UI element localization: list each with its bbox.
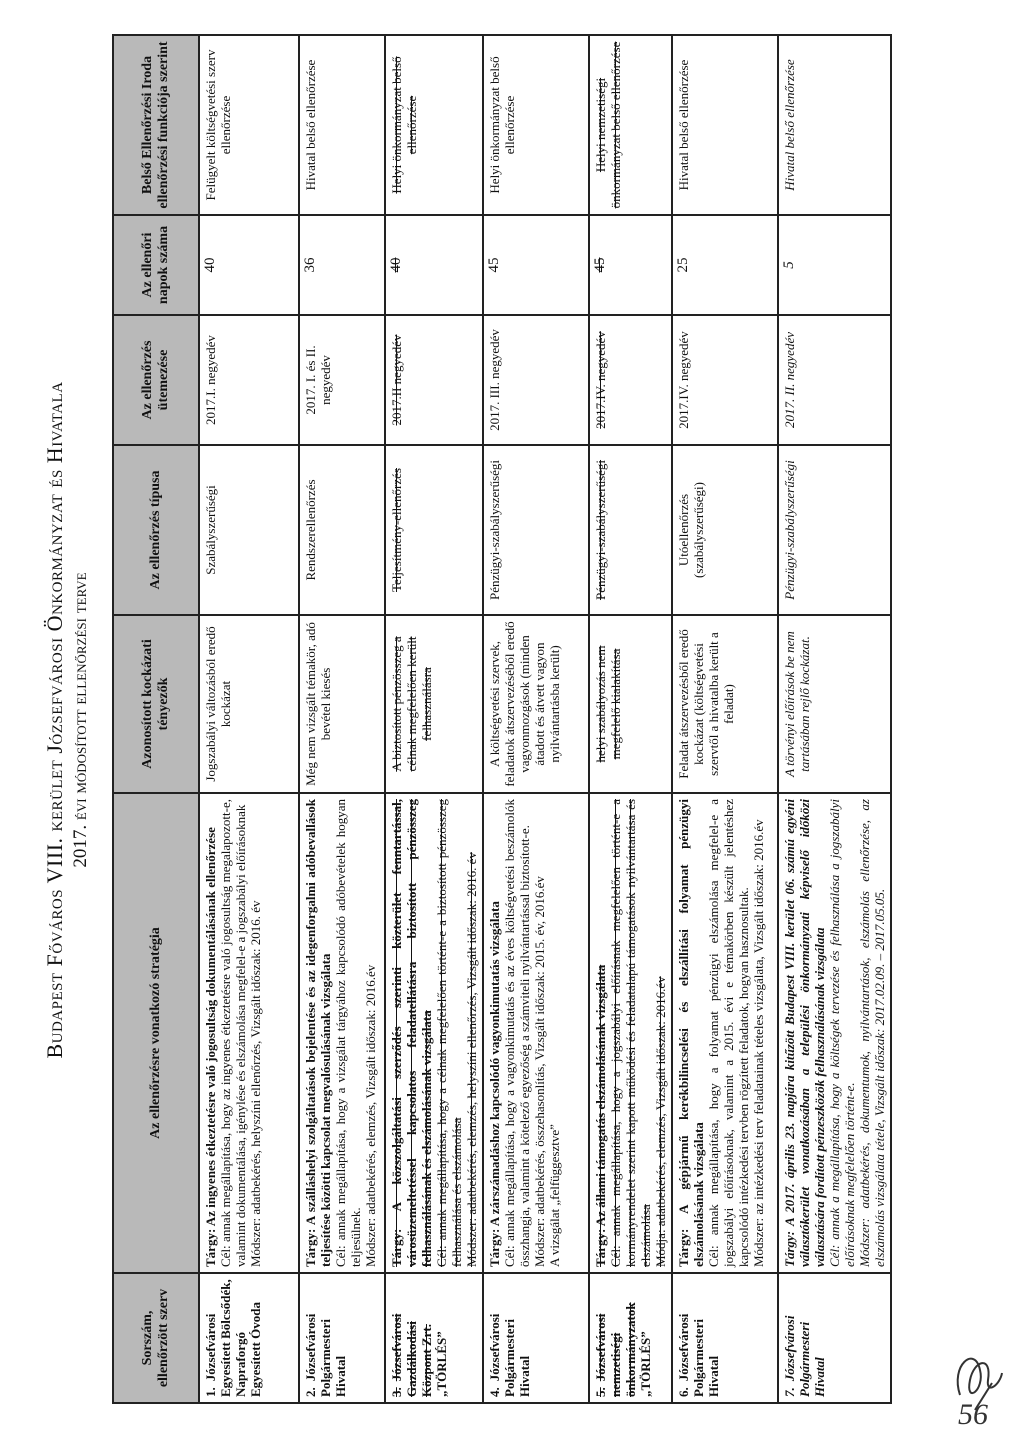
subject: Tárgy: A zárszámadáshoz kapcsolódó vagyonkimutatás vizsgálata [487, 901, 502, 1267]
row-number: 4. [487, 1387, 502, 1397]
row-number: 2. [303, 1387, 318, 1397]
col-header-days: Az ellenőri napok száma [113, 215, 199, 315]
days-cell: 5 [778, 215, 891, 315]
schedule-cell: 2017. II. negyedév [778, 315, 891, 445]
days-cell: 45 [483, 215, 589, 315]
strategy-cell [199, 793, 299, 1273]
subject: Tárgy: A közszolgáltatási szerződés szerinti közterület fenntartással, városüzemeltetéssel kapcsolatos feladatellátásra biztosított pénzösszeg felhasználásának és elszámolásának vizsgálata [389, 799, 434, 1267]
table-row [778, 35, 891, 1403]
type-cell: Pénzügyi-szabályszerűségi [589, 445, 672, 615]
deleted-marker: „TÖRLÉS” [638, 1331, 653, 1397]
type-cell: Teljesítmény-ellenőrzés [385, 445, 483, 615]
method: Módszer: az intézkedési terv feladatainak tételes vizsgálata, Vizsgált időszak: 2016.év [751, 819, 766, 1267]
method: Módszer: adatbekérés, dokumentumok, nyilvántartások, elszámolás ellenőrzése, az elszámolás vizsgálata tétele, Vizsgált időszak: 2017.02.09. – 2017.05.05. [857, 799, 887, 1267]
subject: Tárgy: A gépjármű kerékbilincselési és elszállítási folyamat pénzügyi elszámolásának vizsgálata [676, 799, 706, 1267]
risk-cell: Még nem vizsgált témakör, adó bevétel kiesés [299, 615, 385, 793]
subject: Tárgy: A szálláshelyi szolgáltatások bejelentése és az idegenforgalmi adóbevallások teljesítése közötti kapcsolat megvalósulásának vizsgálata [303, 799, 333, 1267]
days-cell: 36 [299, 215, 385, 315]
type-cell: Szabályszerűségi [199, 445, 299, 615]
schedule-cell: 2017. I. és II. negyedév [299, 315, 385, 445]
suspension-note: A vizsgálat „felfüggesztve” [547, 1124, 562, 1267]
subject: Tárgy: Az ingyenes étkeztetésre való jogosultság dokumentálásának ellenőrzése [203, 827, 218, 1267]
audit-plan-table [112, 34, 892, 1404]
method: Módszer: adatbekérés, elemzés, helyszíni ellenőrzés, Vizsgált időszak: 2016. év [464, 852, 479, 1267]
title-line-1: Budapest Főváros VIII. kerület Józsefvárosi Önkormányzat és Hivatala [42, 381, 67, 1059]
org-name: Józsefvárosi Gazdálkodási Központ Zrt. [389, 1313, 434, 1397]
header-row [113, 35, 199, 1403]
risk-cell: A költségvetési szervek, feladatok átszervezéséből eredő vagyonmozgások (minden átadott és átvett vagyon nyilvántartásba került) [483, 615, 589, 793]
document-title [42, 20, 94, 1420]
table-row [589, 35, 672, 1403]
org-name: Józsefvárosi nemzetiségi önkormányzatok [593, 1302, 638, 1397]
col-header-org: Sorszám, ellenőrzött szerv [113, 1273, 199, 1403]
table-row [385, 35, 483, 1403]
schedule-cell: 2017. III. negyedév [483, 315, 589, 445]
function-cell: Helyi önkormányzat belső ellenőrzése [483, 35, 589, 215]
type-cell: Utóellenőrzés (szabályszerűségi) [672, 445, 778, 615]
strategy-cell [385, 793, 483, 1273]
subject: Tárgy: Az állami támogatás elszámolásának vizsgálata [593, 964, 608, 1267]
rotated-page [12, 20, 1012, 1420]
strategy-cell [589, 793, 672, 1273]
org-cell [483, 1273, 589, 1403]
function-cell: Helyi nemzetiségi önkormányzat belső ellenőrzése [589, 35, 672, 215]
table-row [199, 35, 299, 1403]
table-row [299, 35, 385, 1403]
row-number: 7. [782, 1387, 797, 1397]
org-cell [199, 1273, 299, 1403]
row-number: 1. [203, 1387, 218, 1397]
method: Módszer: adatbekérés, összehasonlítás, Vizsgált időszak: 2015. év, 2016.év [532, 876, 547, 1267]
goal: Cél: annak megállapítása, hogy a folyamat pénzügyi elszámolása megfelel-e a jogszabályi előírásoknak, valamint a 2015. évi e témakörben készült jelentéshez kapcsolódó intézkedési tervben rögzített feladatok, hogyan hasznosultak. [706, 799, 751, 1267]
type-cell: Pénzügyi-szabályszerűségi [483, 445, 589, 615]
function-cell: Hivatal belső ellenőrzése [672, 35, 778, 215]
days-cell: 25 [672, 215, 778, 315]
org-cell [589, 1273, 672, 1403]
strategy-cell [672, 793, 778, 1273]
row-number: 5. [593, 1387, 608, 1397]
function-cell: Hivatal belső ellenőrzése [778, 35, 891, 215]
goal: Cél: annak megállapítása, hogy a jogszabályi előírásnak megfelelően történt-e a kormányrendelet szerint kapott működési és feladatalapú támogatások nyilvántartása és elszámolása [608, 799, 653, 1267]
days-cell: 40 [199, 215, 299, 315]
days-cell: 45 [589, 215, 672, 315]
risk-cell: A törvényi előírások be nem tartásában rejlő kockázat. [778, 615, 891, 793]
col-header-type: Az ellenőrzés típusa [113, 445, 199, 615]
function-cell: Felügyelt költségvetési szerv ellenőrzése [199, 35, 299, 215]
schedule-cell: 2017.IV. negyedév [589, 315, 672, 445]
table-row [672, 35, 778, 1403]
strategy-cell [483, 793, 589, 1273]
table-row [483, 35, 589, 1403]
risk-cell: Jogszabályi változásból eredő kockázat [199, 615, 299, 793]
org-cell [385, 1273, 483, 1403]
method: Módszer: adatbekérés, helyszíni ellenőrzés, Vizsgált időszak: 2016. év [248, 900, 263, 1267]
row-number: 3. [389, 1387, 404, 1397]
method: Módja: adatbekérés, elemzés, Vizsgált időszak: 2016.év [653, 976, 668, 1267]
col-header-schedule: Az ellenőrzés ütemezése [113, 315, 199, 445]
goal: Cél: annak megállapítása, hogy az ingyenes étkeztetésre való jogosultság megalapozott-e, valamint dokumentálása, igénylése és elszámolása megfelel-e a jogszabályi előírásoknak [218, 799, 248, 1267]
schedule-cell: 2017.IV. negyedév [672, 315, 778, 445]
org-name: Józsefvárosi Egyesített Bölcsődék, Napraforgó Egyesített Óvoda [203, 1279, 263, 1397]
subject: Tárgy: A 2017. április 23. napjára kitűzött Budapest VIII. kerület 06. számú egyéni választókerület vonatkozásában a települési önkormányzati képviselő időközi választására fordított pénzeszközök felhasználásának vizsgálata [782, 799, 827, 1267]
org-cell [299, 1273, 385, 1403]
goal: Cél: annak megállapítása, hogy a vizsgálat tárgyához kapcsolódó adóbevételek hogyan teljesülnek. [333, 799, 363, 1267]
strategy-cell [778, 793, 891, 1273]
type-cell: Rendszerellenőrzés [299, 445, 385, 615]
risk-cell: helyi szabályozás nem megfelelő kialakítása [589, 615, 672, 793]
org-name: Józsefvárosi Polgármesteri Hivatal [487, 1313, 532, 1397]
schedule-cell: 2017.II negyedév [385, 315, 483, 445]
goal: Cél: annak megállapítása, hogy a célnak megfelelően történt-e a biztosított pénzösszeg felhasználása és elszámolása [434, 799, 464, 1267]
method: Módszer: adatbekérés, elemzés, Vizsgált időszak: 2016.év [363, 964, 378, 1267]
page-number: 56 [958, 1398, 988, 1431]
title-line-2: 2017. évi módosított ellenőrzési terve [70, 572, 91, 868]
risk-cell: Feladat átszervezésből eredő kockázat (költségvetési szervtől a hivatalba került a feladat) [672, 615, 778, 793]
function-cell: Helyi önkormányzat belső ellenőrzése [385, 35, 483, 215]
function-cell: Hivatal belső ellenőrzése [299, 35, 385, 215]
org-name: Józsefvárosi Polgármesteri Hivatal [676, 1313, 721, 1397]
org-cell [672, 1273, 778, 1403]
org-name: Józsefvárosi Polgármesteri Hivatal [303, 1313, 348, 1397]
strategy-cell [299, 793, 385, 1273]
goal: Cél: annak a megállapítása, hogy a költségek tervezése és felhasználása a jogszabályi előírásoknak megfelelően történt-e. [827, 799, 857, 1267]
col-header-strategy: Az ellenőrzésre vonatkozó stratégia [113, 793, 199, 1273]
org-name: Józsefvárosi Polgármesteri Hivatal [782, 1315, 827, 1397]
row-number: 6. [676, 1387, 691, 1397]
col-header-risk: Azonosított kockázati tényezők [113, 615, 199, 793]
goal: Cél: annak megállapítása, hogy a vagyonkimutatás és az éves költségvetési beszámolók összhangja, valamint a kötelező egyezőség a számviteli nyilvántartással biztosított-e. [502, 799, 532, 1267]
type-cell: Pénzügyi-szabályszerűségi [778, 445, 891, 615]
schedule-cell: 2017.I. negyedév [199, 315, 299, 445]
col-header-function: Belső Ellenőrzési Iroda ellenőrzési funkciója szerint [113, 35, 199, 215]
org-cell [778, 1273, 891, 1403]
risk-cell: A biztosított pénzösszeg a célnak megfelelően került felhasználásra [385, 615, 483, 793]
days-cell: 40 [385, 215, 483, 315]
deleted-marker: „TÖRLÉS” [434, 1331, 449, 1397]
